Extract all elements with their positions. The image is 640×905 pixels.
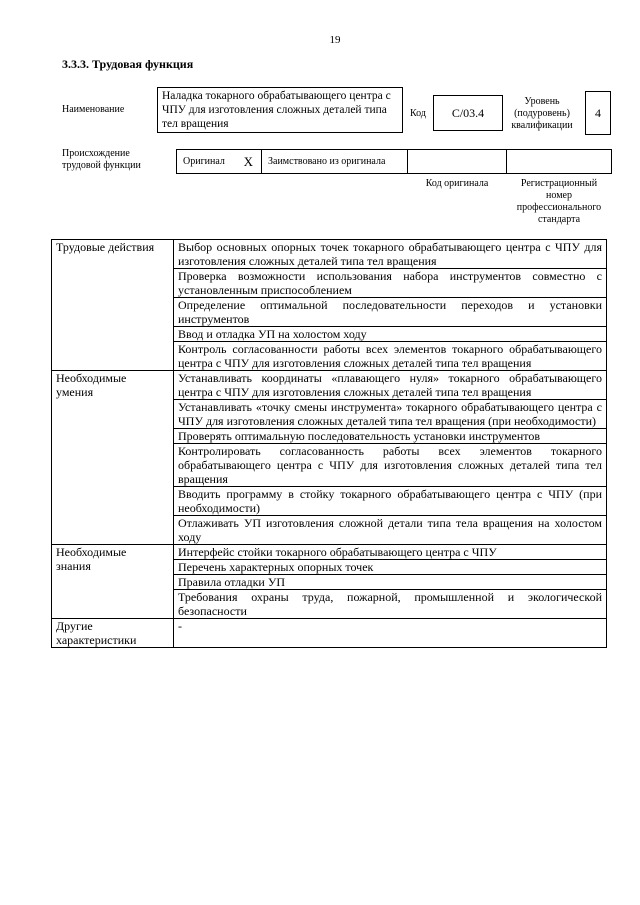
labor-action-item: Определение оптимальной последовательности переходов и установки инструментов xyxy=(174,298,607,327)
level-label-line: (подуровень) xyxy=(514,108,570,119)
original-code-cell xyxy=(407,149,507,174)
knowledge-label xyxy=(52,545,174,619)
knowledge-item: Правила отладки УП xyxy=(174,575,607,590)
other-characteristics-value: - xyxy=(174,619,607,648)
skills-label-line: Необходимые xyxy=(56,371,127,385)
labor-actions-label: Трудовые действия xyxy=(52,240,174,371)
original-code-caption: Код оригинала xyxy=(425,178,489,189)
section-title: 3.3.3. Трудовая функция xyxy=(62,57,194,71)
registration-caption-line: стандарта xyxy=(537,214,581,225)
registration-caption xyxy=(500,178,618,226)
knowledge-item: Интерфейс стойки токарного обрабатывающего центра с ЧПУ xyxy=(174,545,607,560)
knowledge-label-line: Необходимые xyxy=(56,545,127,559)
registration-caption-line: Регистрационный xyxy=(520,178,598,189)
function-details-table xyxy=(51,239,607,648)
labor-action-item: Проверка возможности использования набора инструментов совместно с установленным приспособлением xyxy=(174,269,607,298)
other-characteristics-label xyxy=(52,619,174,648)
code-value: С/03.4 xyxy=(433,95,503,131)
origin-label xyxy=(62,148,141,172)
labor-action-item: Контроль согласованности работы всех элементов токарного обрабатывающего центра с ЧПУ для изготовления сложных деталей типа тел вращения xyxy=(174,342,607,371)
level-label xyxy=(505,96,579,132)
knowledge-label-line: знания xyxy=(56,559,91,573)
registration-caption-line: номер xyxy=(546,190,572,201)
labor-action-item: Ввод и отладка УП на холостом ходу xyxy=(174,327,607,342)
code-label: Код xyxy=(410,108,426,119)
knowledge-item: Перечень характерных опорных точек xyxy=(174,560,607,575)
skills-label-line: умения xyxy=(56,385,94,399)
other-label-line: Другие xyxy=(56,619,93,633)
skill-item: Контролировать согласованность работы всех элементов токарного обрабатывающего центра с ЧПУ для изготовления сложных деталей типа тел вращения xyxy=(174,444,607,487)
skill-item: Отлаживать УП изготовления сложной детали типа тела вращения на холостом ходу xyxy=(174,516,607,545)
skills-label xyxy=(52,371,174,545)
borrowed-cell: Заимствовано из оригинала xyxy=(261,149,408,174)
original-cell xyxy=(176,149,262,174)
skill-item: Вводить программу в стойку токарного обрабатывающего центра с ЧПУ (при необходимости) xyxy=(174,487,607,516)
level-value: 4 xyxy=(585,91,611,135)
origin-label-line: трудовой функции xyxy=(62,160,141,171)
original-label: Оригинал xyxy=(183,156,225,167)
skill-item: Устанавливать «точку смены инструмента» токарного обрабатывающего центра с ЧПУ для изготовления сложных деталей типа тел вращения (при необходимости) xyxy=(174,400,607,429)
labor-action-item: Выбор основных опорных точек токарного обрабатывающего центра с ЧПУ для изготовления сложных деталей типа тел вращения xyxy=(174,240,607,269)
name-label: Наименование xyxy=(62,104,125,115)
skill-item: Проверять оптимальную последовательность установки инструментов xyxy=(174,429,607,444)
registration-caption-line: профессионального xyxy=(516,202,602,213)
function-name-value: Наладка токарного обрабатывающего центра с ЧПУ для изготовления сложных деталей типа тел вращения xyxy=(157,87,403,133)
origin-label-line: Происхождение xyxy=(62,148,130,159)
level-label-line: Уровень xyxy=(524,96,560,107)
knowledge-item: Требования охраны труда, пожарной, промышленной и экологической безопасности xyxy=(174,590,607,619)
registration-number-cell xyxy=(506,149,612,174)
level-label-line: квалификации xyxy=(511,120,573,131)
other-label-line: характеристики xyxy=(56,633,137,647)
original-mark: X xyxy=(243,154,253,169)
skill-item: Устанавливать координаты «плавающего нуля» токарного обрабатывающего центра с ЧПУ для изготовления сложных деталей типа тел вращения xyxy=(174,371,607,400)
page-number: 19 xyxy=(329,34,341,46)
